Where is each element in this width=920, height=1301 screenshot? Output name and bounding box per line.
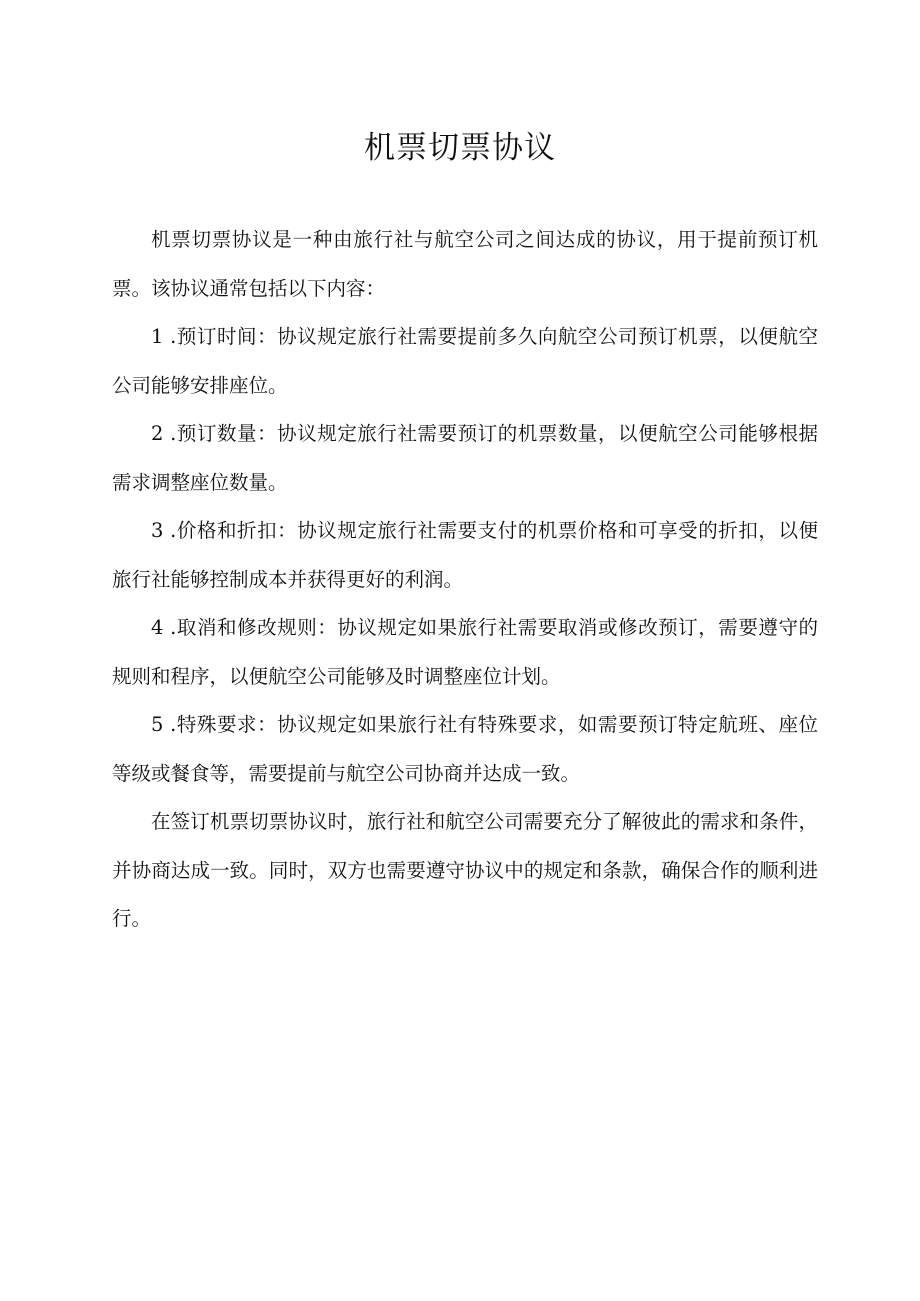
document-body: [112, 216, 818, 944]
intro-paragraph: 机票切票协议是一种由旅行社与航空公司之间达成的协议，用于提前预订机票。该协议通常包括以下内容：: [112, 228, 818, 300]
clause-4-paragraph: 4 .取消和修改规则：协议规定如果旅行社需要取消或修改预订，需要遵守的规则和程序，以便航空公司能够及时调整座位计划。: [112, 616, 818, 688]
page-title: 机票切票协议: [364, 130, 556, 166]
clause-3-paragraph: 3 .价格和折扣：协议规定旅行社需要支付的机票价格和可享受的折扣，以便旅行社能够控制成本并获得更好的利润。: [112, 519, 818, 591]
conclusion-paragraph: 在签订机票切票协议时，旅行社和航空公司需要充分了解彼此的需求和条件，并协商达成一致。同时，双方也需要遵守协议中的规定和条款，确保合作的顺利进行。: [112, 810, 818, 930]
clause-5-paragraph: 5 .特殊要求：协议规定如果旅行社有特殊要求，如需要预订特定航班、座位等级或餐食等，需要提前与航空公司协商并达成一致。: [112, 713, 818, 785]
clause-1-paragraph: 1 .预订时间：协议规定旅行社需要提前多久向航空公司预订机票，以便航空公司能够安排座位。: [112, 325, 818, 397]
clause-2-paragraph: 2 .预订数量：协议规定旅行社需要预订的机票数量，以便航空公司能够根据需求调整座位数量。: [112, 422, 818, 494]
